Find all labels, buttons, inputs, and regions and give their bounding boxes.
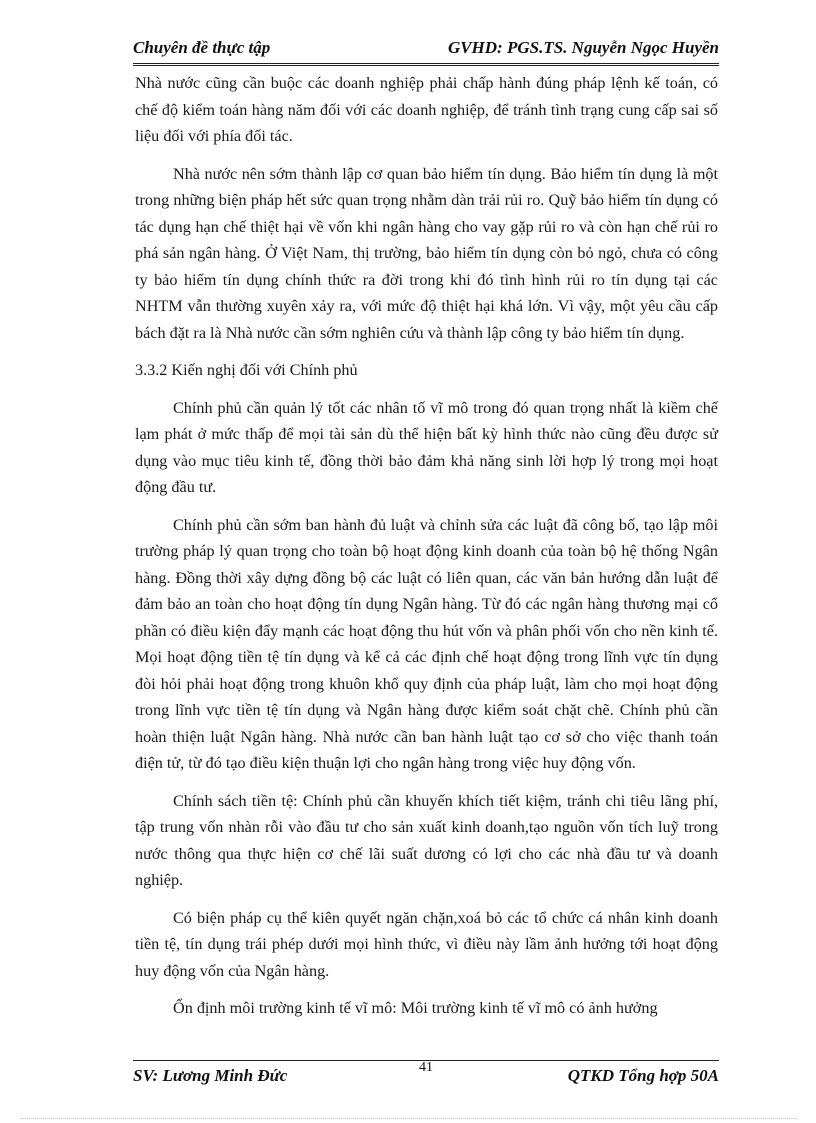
paragraph: Nhà nước nên sớm thành lập cơ quan bảo hiểm tín dụng. Bảo hiểm tín dụng là một trong những biện pháp hết sức quan trọng nhằm dàn trải rủi ro. Quỹ bảo hiểm tín dụng có tác dụng hạn chế thiệt hại về vốn khi ngân hàng cho vay gặp rủi ro và còn hạn chế rủi ro phá sản ngân hàng. Ở Việt Nam, thị trường, bảo hiểm tín dụng còn bỏ ngỏ, chưa có công ty bảo hiểm tín dụng chính thức ra đời trong khi đó tình hình rủi ro tín dụng tại các NHTM vẫn thường xuyên xảy ra, với mức độ thiệt hại khá lớn. Vì vậy, một yêu cầu cấp bách đặt ra là Nhà nước cần sớm nghiên cứu và thành lập công ty bảo hiểm tín dụng. (135, 164, 718, 342)
paragraph: Chính phủ cần sớm ban hành đủ luật và chỉnh sửa các luật đã công bố, tạo lập môi trường pháp lý quan trọng cho toàn bộ hoạt động kinh doanh của toàn bộ hệ thống Ngân hàng. Đồng thời xây dựng đồng bộ các luật có liên quan, các văn bản hướng dẫn luật để đảm bảo an toàn cho hoạt động tín dụng Ngân hàng. Từ đó các ngân hàng thương mại cổ phần có điều kiện đẩy mạnh các hoạt động thu hút vốn và phân phối vốn cho nền kinh tế. Mọi hoạt động tiền tệ tín dụng và kể cả các định chế hoạt động trong lĩnh vực tín dụng đòi hỏi phải hoạt động trong khuôn khổ quy định của pháp luật, làm cho mọi hoạt động trong lĩnh vực tiền tệ tín dụng và Ngân hàng được kiểm soát chặt chẽ. Chính phủ cần hoàn thiện luật Ngân hàng. Nhà nước cần ban hành luật tạo cơ sở cho việc thanh toán điện tử, từ đó tạo điều kiện thuận lợi cho ngân hàng trong việc huy động vốn. (135, 515, 718, 772)
paragraph: Chính phủ cần quản lý tốt các nhân tố vĩ mô trong đó quan trọng nhất là kiềm chế lạm phát ở mức thấp để mọi tài sản dù thể hiện bất kỳ hình thức nào cũng đều được sử dụng vào mục tiêu kinh tế, đồng thời bảo đảm khả năng sinh lời hợp lý trong mọi hoạt động đầu tư. (135, 398, 718, 496)
paragraph: Có biện pháp cụ thể kiên quyết ngăn chặn,xoá bỏ các tổ chức cá nhân kinh doanh tiền tệ, tín dụng trái phép dưới mọi hình thức, vì điều này lầm ảnh hưởng tới hoạt động huy động vốn của Ngân hàng. (135, 908, 718, 980)
paragraph: Chính sách tiền tệ: Chính phủ cần khuyến khích tiết kiệm, tránh chi tiêu lãng phí, tập trung vốn nhàn rỗi vào đầu tư cho sản xuất kinh doanh,tạo nguồn vốn tích luỹ trong nước thông qua thực hiện cơ chế lãi suất dương có lợi cho các nhà đầu tư và doanh nghiệp. (135, 791, 718, 889)
document-body (135, 70, 718, 1033)
page-edge-dotted-line (20, 1118, 796, 1119)
page-footer (133, 1060, 719, 1090)
header-course-title: Chuyên đề thực tập (133, 38, 271, 57)
page-header (133, 36, 719, 64)
footer-class: QTKD Tổng hợp 50A (567, 1066, 719, 1085)
paragraph: Nhà nước cũng cần buộc các doanh nghiệp phải chấp hành đúng pháp lệnh kế toán, có chế độ kiểm toán hàng năm đối với các doanh nghiệp, để tránh tình trạng cung cấp sai số liệu đối với phía đối tác. (135, 74, 718, 145)
header-rule (133, 63, 719, 66)
paragraph: Ổn định môi trường kinh tế vĩ mô: Môi trường kinh tế vĩ mô có ảnh hưởng (173, 999, 658, 1017)
page-number: 41 (419, 1060, 433, 1075)
section-heading: 3.3.2 Kiến nghị đối với Chính phủ (135, 361, 358, 379)
header-supervisor: GVHD: PGS.TS. Nguyễn Ngọc Huyền (447, 38, 719, 57)
footer-student-name: SV: Lương Minh Đức (133, 1066, 288, 1085)
